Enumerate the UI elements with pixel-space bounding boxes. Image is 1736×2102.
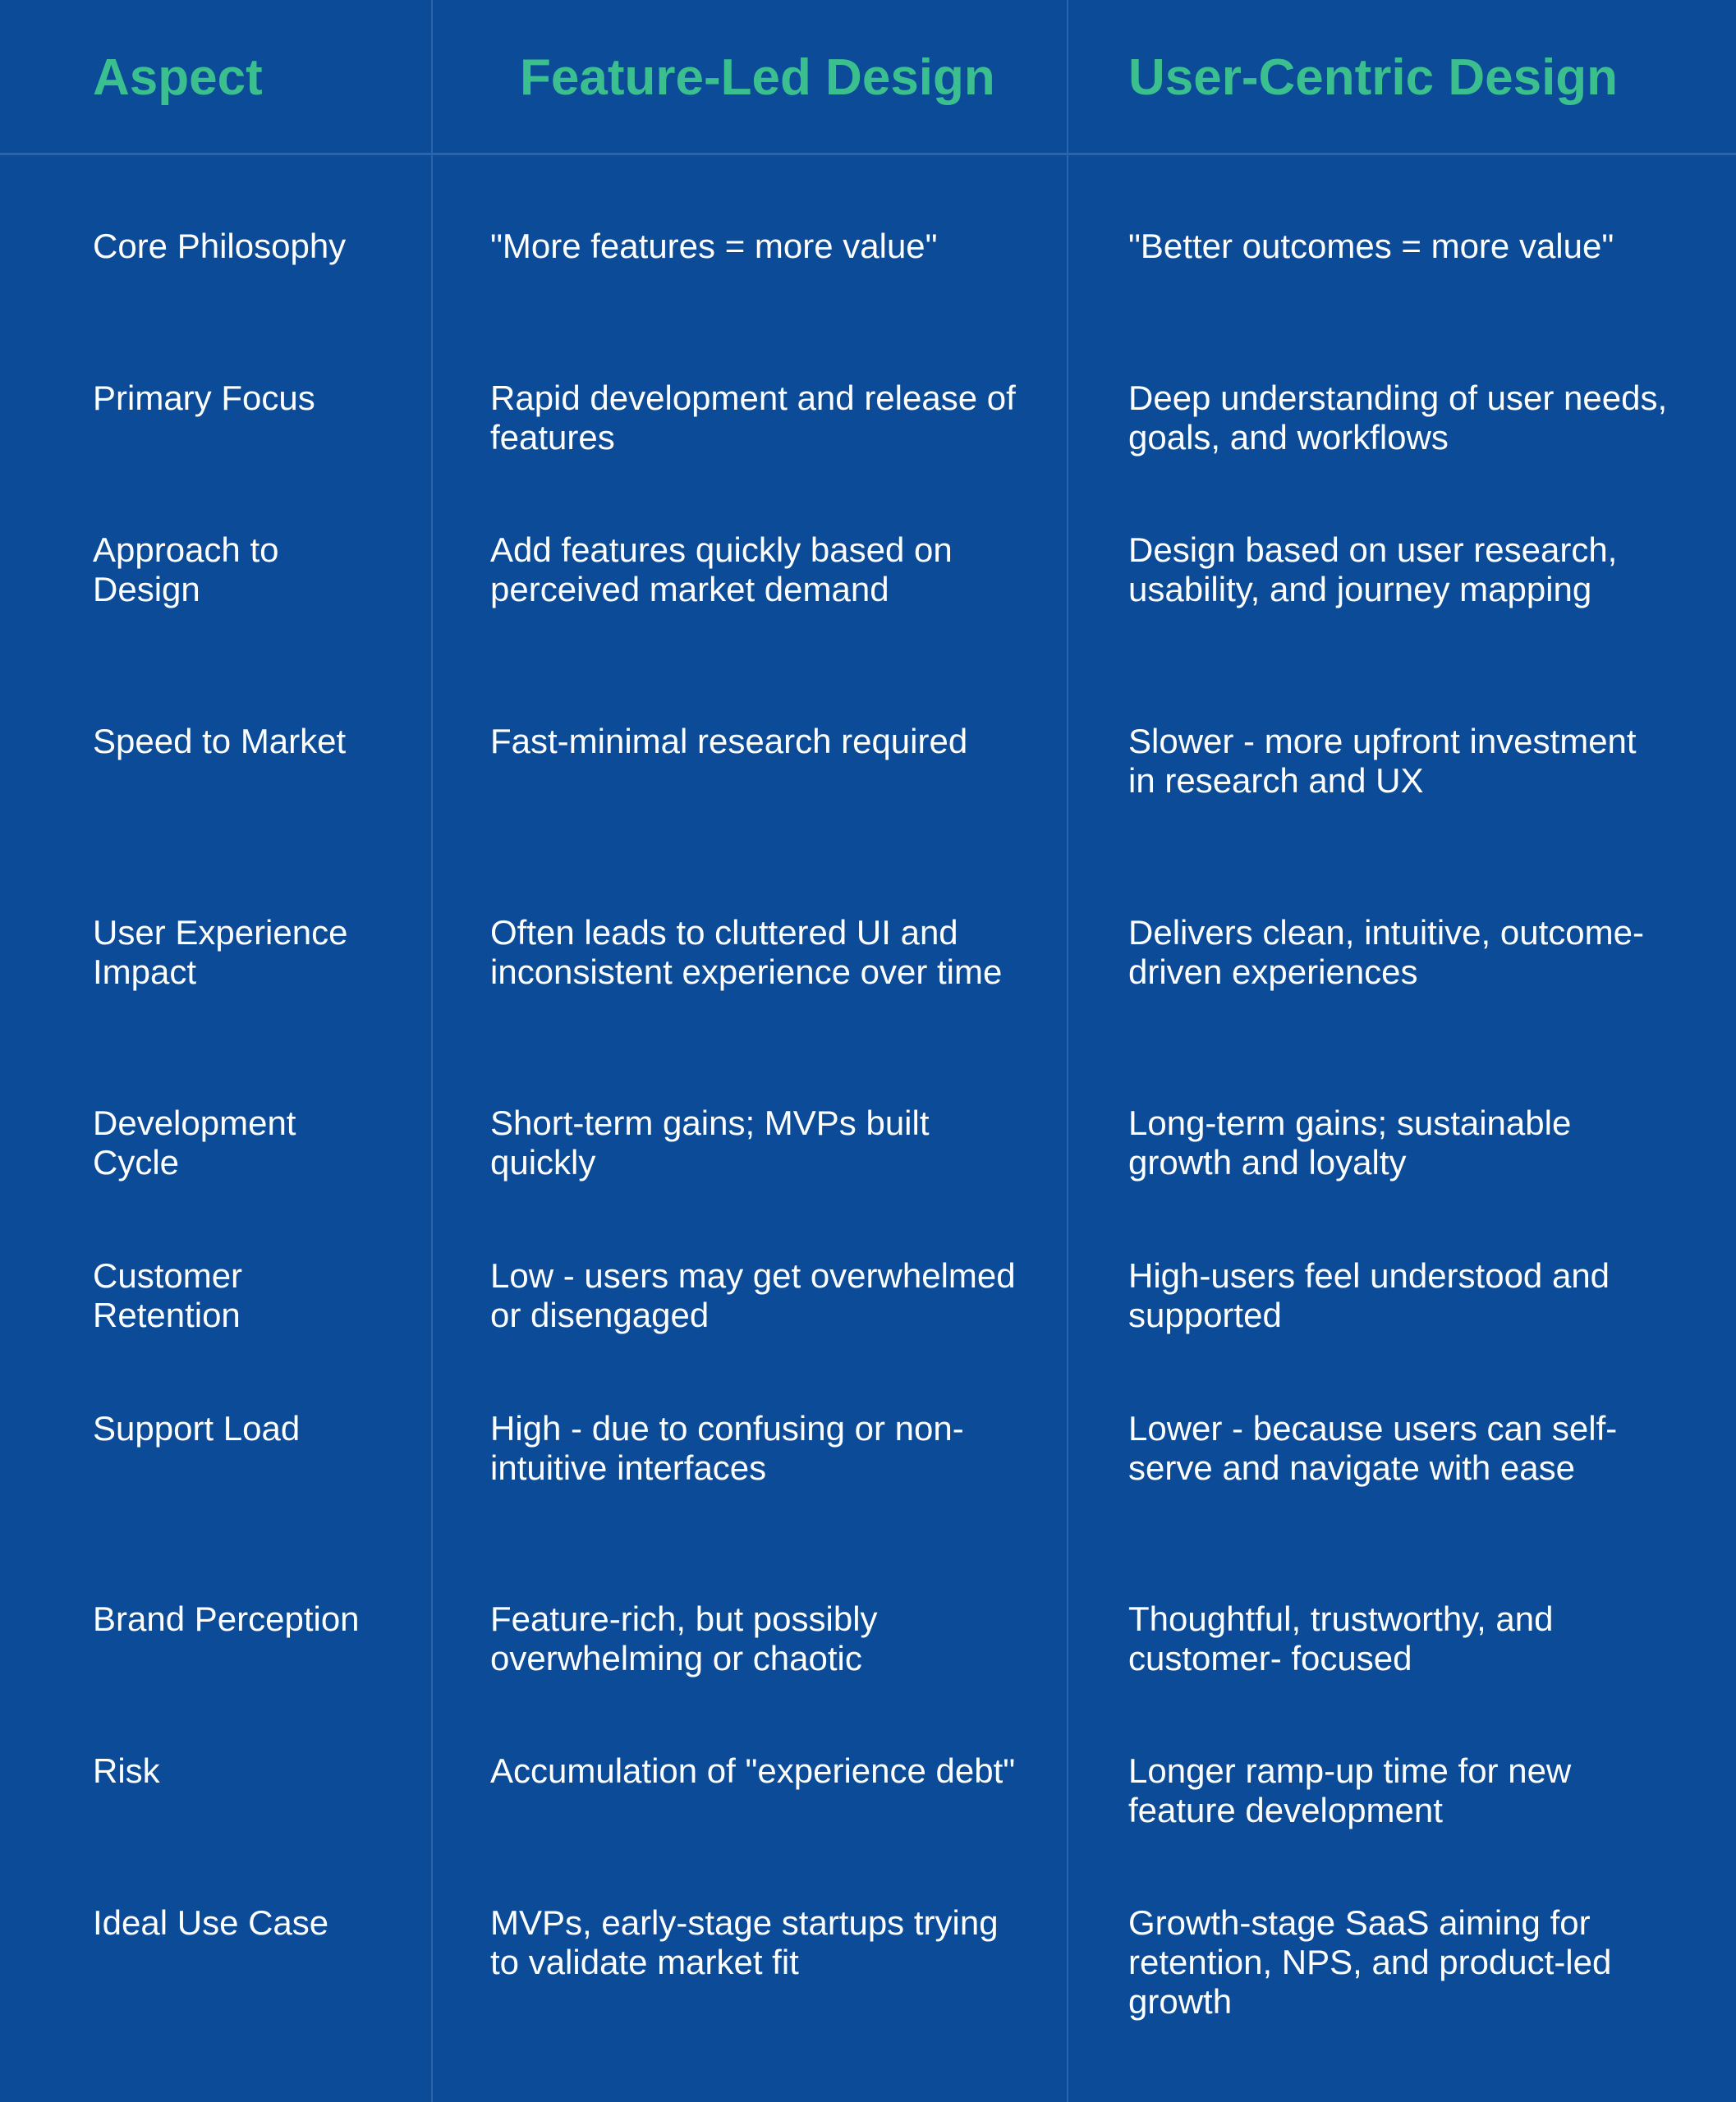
feature-led-cell: Add features quickly based on perceived market demand xyxy=(490,530,953,608)
feature-led-cell: "More features = more value" xyxy=(490,227,938,265)
feature-led-cell: Fast-minimal research required xyxy=(490,722,968,760)
feature-led-cell: Rapid development and release of features xyxy=(490,379,1016,457)
feature-led-cell: Feature-rich, but possibly overwhelming or chaotic xyxy=(490,1599,878,1677)
user-centric-cell: Thoughtful, trustworthy, and customer- focused xyxy=(1128,1599,1554,1677)
aspect-cell: Speed to Market xyxy=(93,722,347,760)
aspect-cell: User Experience Impact xyxy=(93,913,348,991)
user-centric-cell: "Better outcomes = more value" xyxy=(1128,227,1614,265)
header-feature-led-design: Feature-Led Design xyxy=(520,49,995,106)
user-centric-cell: Slower - more upfront investment in research and UX xyxy=(1128,722,1637,800)
header-divider xyxy=(0,153,1736,155)
feature-led-cell: MVPs, early-stage startups trying to validate market fit xyxy=(490,1903,999,1981)
column-divider xyxy=(431,0,433,2102)
aspect-cell: Customer Retention xyxy=(93,1256,243,1334)
aspect-cell: Risk xyxy=(93,1751,160,1790)
feature-led-cell: High - due to confusing or non-intuitive interfaces xyxy=(490,1409,964,1487)
user-centric-cell: Long-term gains; sustainable growth and loyalty xyxy=(1128,1104,1572,1182)
column-divider xyxy=(1067,0,1068,2102)
user-centric-cell: Growth-stage SaaS aiming for retention, NPS, and product-led growth xyxy=(1128,1903,1612,2021)
user-centric-cell: High-users feel understood and supported xyxy=(1128,1256,1610,1334)
header-aspect: Aspect xyxy=(93,49,263,106)
aspect-cell: Brand Perception xyxy=(93,1599,360,1638)
user-centric-cell: Lower - because users can self-serve and navigate with ease xyxy=(1128,1409,1618,1487)
feature-led-cell: Often leads to cluttered UI and inconsistent experience over time xyxy=(490,913,1003,991)
feature-led-cell: Accumulation of "experience debt" xyxy=(490,1751,1016,1790)
aspect-cell: Development Cycle xyxy=(93,1104,296,1182)
aspect-cell: Support Load xyxy=(93,1409,301,1448)
user-centric-cell: Design based on user research, usability, and journey mapping xyxy=(1128,530,1618,608)
feature-led-cell: Low - users may get overwhelmed or disengaged xyxy=(490,1256,1016,1334)
feature-led-cell: Short-term gains; MVPs built quickly xyxy=(490,1104,930,1182)
aspect-cell: Core Philosophy xyxy=(93,227,347,265)
aspect-cell: Primary Focus xyxy=(93,379,315,417)
aspect-cell: Approach to Design xyxy=(93,530,279,608)
user-centric-cell: Delivers clean, intuitive, outcome-driven experiences xyxy=(1128,913,1644,991)
user-centric-cell: Longer ramp-up time for new feature development xyxy=(1128,1751,1572,1829)
header-user-centric-design: User-Centric Design xyxy=(1128,49,1619,106)
user-centric-cell: Deep understanding of user needs, goals, and workflows xyxy=(1128,379,1668,457)
aspect-cell: Ideal Use Case xyxy=(93,1903,329,1942)
